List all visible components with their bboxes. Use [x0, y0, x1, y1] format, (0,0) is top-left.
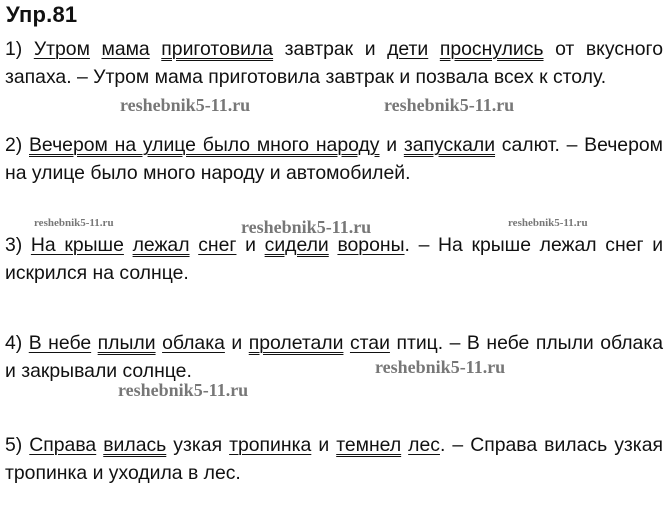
predicate-underlined: Вечером на улице было много народу: [29, 134, 380, 156]
sentence-text: [90, 38, 102, 60]
sentence-2: [5, 131, 663, 187]
subject-underlined: дети: [387, 38, 429, 60]
predicate-underlined: пролетали: [248, 332, 344, 354]
sentence-text: птиц. – В небе плыли облака и закрывали солнце.: [5, 332, 664, 382]
sentence-text: и: [379, 134, 404, 156]
sentence-text: и: [224, 332, 249, 354]
subject-underlined: Утром: [33, 38, 90, 60]
sentence-text: . – На крыше лежал снег и искрился на солнце.: [5, 234, 664, 284]
sentence-4: [5, 329, 663, 385]
watermark: reshebnik5-11.ru: [375, 357, 506, 377]
predicate-underlined: лежал: [132, 234, 190, 256]
watermark: reshebnik5-11.ru: [120, 95, 251, 115]
sentence-5: [5, 431, 663, 487]
subject-underlined: тропинка: [229, 434, 312, 456]
subject-underlined: снег: [198, 234, 237, 256]
sentence-text: и: [311, 434, 337, 456]
sentence-text: [428, 38, 440, 60]
sentence-1: [5, 35, 663, 91]
sentence-text: 2): [5, 134, 29, 156]
sentence-text: [150, 38, 162, 60]
subject-underlined: облака: [162, 332, 225, 354]
subject-underlined: стаи: [349, 332, 390, 354]
sentence-text: от вкусного запаха. – Утром мама приготовила завтрак и позвала всех к столу.: [5, 38, 663, 88]
predicate-underlined: темнел: [336, 434, 402, 456]
sentence-text: и: [236, 234, 265, 256]
watermark: reshebnik5-11.ru: [118, 380, 249, 400]
watermark: reshebnik5-11.ru: [508, 217, 588, 229]
predicate-underlined: проснулись: [439, 38, 544, 60]
predicate-underlined: плыли: [97, 332, 156, 354]
watermark: reshebnik5-11.ru: [34, 217, 114, 229]
predicate-underlined: приготовила: [161, 38, 274, 60]
sentence-text: [124, 234, 133, 256]
sentence-3: [5, 231, 663, 287]
subject-underlined: вороны: [337, 234, 405, 256]
sentence-text: . – Справа вилась узкая тропинка и уходила в лес.: [5, 434, 663, 484]
predicate-underlined: вилась: [103, 434, 167, 456]
subject-underlined: В небе: [28, 332, 92, 354]
sentence-text: [190, 234, 199, 256]
sentence-text: 3): [5, 234, 31, 256]
subject-underlined: На крыше: [30, 234, 124, 256]
subject-underlined: Справа: [29, 434, 97, 456]
subject-underlined: лес: [408, 434, 440, 456]
subject-underlined: мама: [101, 38, 150, 60]
sentence-text: 4): [5, 332, 29, 354]
predicate-underlined: запускали: [403, 134, 496, 156]
sentence-text: узкая: [166, 434, 230, 456]
sentence-text: завтрак и: [273, 38, 388, 60]
sentence-text: 1): [5, 38, 34, 60]
sentence-text: 5): [5, 434, 30, 456]
watermark: reshebnik5-11.ru: [384, 95, 515, 115]
exercise-title: Упр.81: [6, 2, 78, 27]
sentence-text: салют. – Вечером на улице было много народу и автомобилей.: [5, 134, 663, 184]
watermark: reshebnik5-11.ru: [241, 217, 372, 237]
predicate-underlined: сидели: [264, 234, 329, 256]
